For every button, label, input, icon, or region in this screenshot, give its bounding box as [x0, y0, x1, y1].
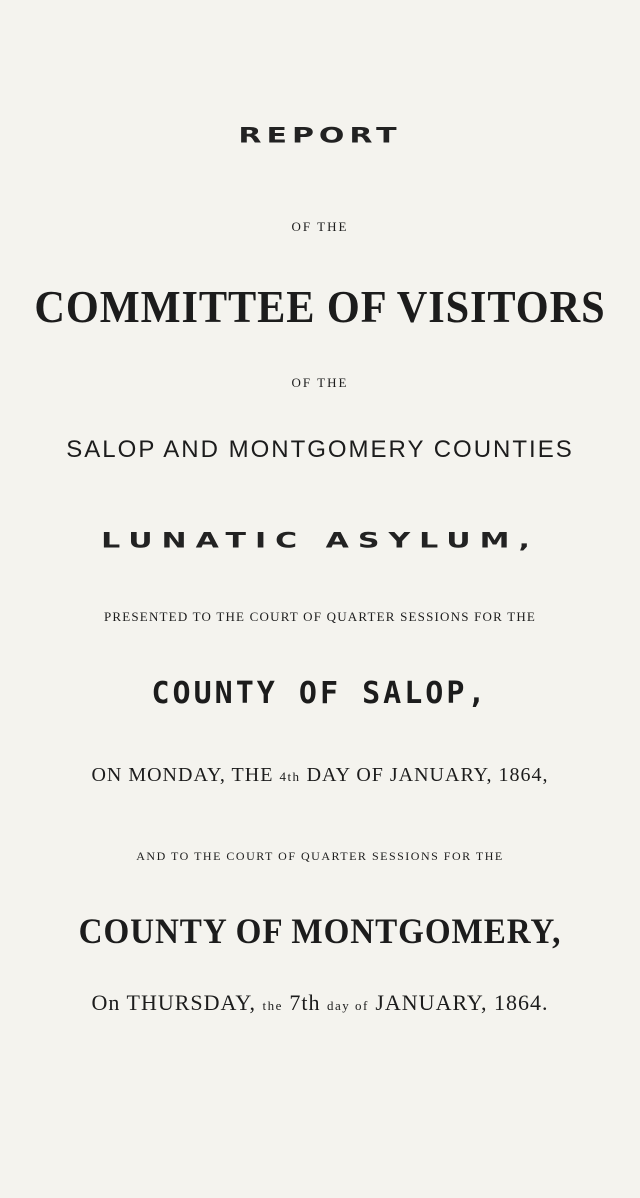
monday-day: 4th: [279, 769, 301, 784]
counties-heading: SALOP AND MONTGOMERY COUNTIES: [66, 436, 574, 463]
committee-heading: COMMITTEE OF VISITORS: [34, 281, 606, 332]
county-salop-heading: COUNTY OF SALOP,: [151, 676, 489, 711]
county-montgomery-heading: COUNTY OF MONTGOMERY,: [78, 911, 562, 951]
thursday-day: 7th: [289, 990, 321, 1015]
thursday-on: On: [91, 990, 121, 1015]
thursday-day-of: day of: [326, 998, 369, 1013]
presented-line: PRESENTED TO THE COURT OF QUARTER SESSIONS FOR THE: [103, 609, 537, 624]
monday-day-of: DAY OF JANUARY, 1864,: [306, 764, 549, 786]
thursday-weekday: THURSDAY,: [126, 990, 256, 1015]
thursday-month-year: JANUARY, 1864.: [375, 990, 549, 1015]
thursday-date-line: [0, 990, 640, 1016]
report-heading: REPORT: [238, 122, 402, 149]
of-the-line-1: OF THE: [291, 219, 349, 234]
of-the-line-2: OF THE: [291, 375, 349, 390]
monday-date-line: [0, 764, 640, 787]
and-to-line: AND TO THE COURT OF QUARTER SESSIONS FOR THE: [136, 849, 504, 863]
monday-on: ON MONDAY, THE: [91, 764, 274, 786]
thursday-the: the: [262, 998, 283, 1013]
asylum-heading: LUNATIC ASYLUM,: [101, 527, 539, 554]
